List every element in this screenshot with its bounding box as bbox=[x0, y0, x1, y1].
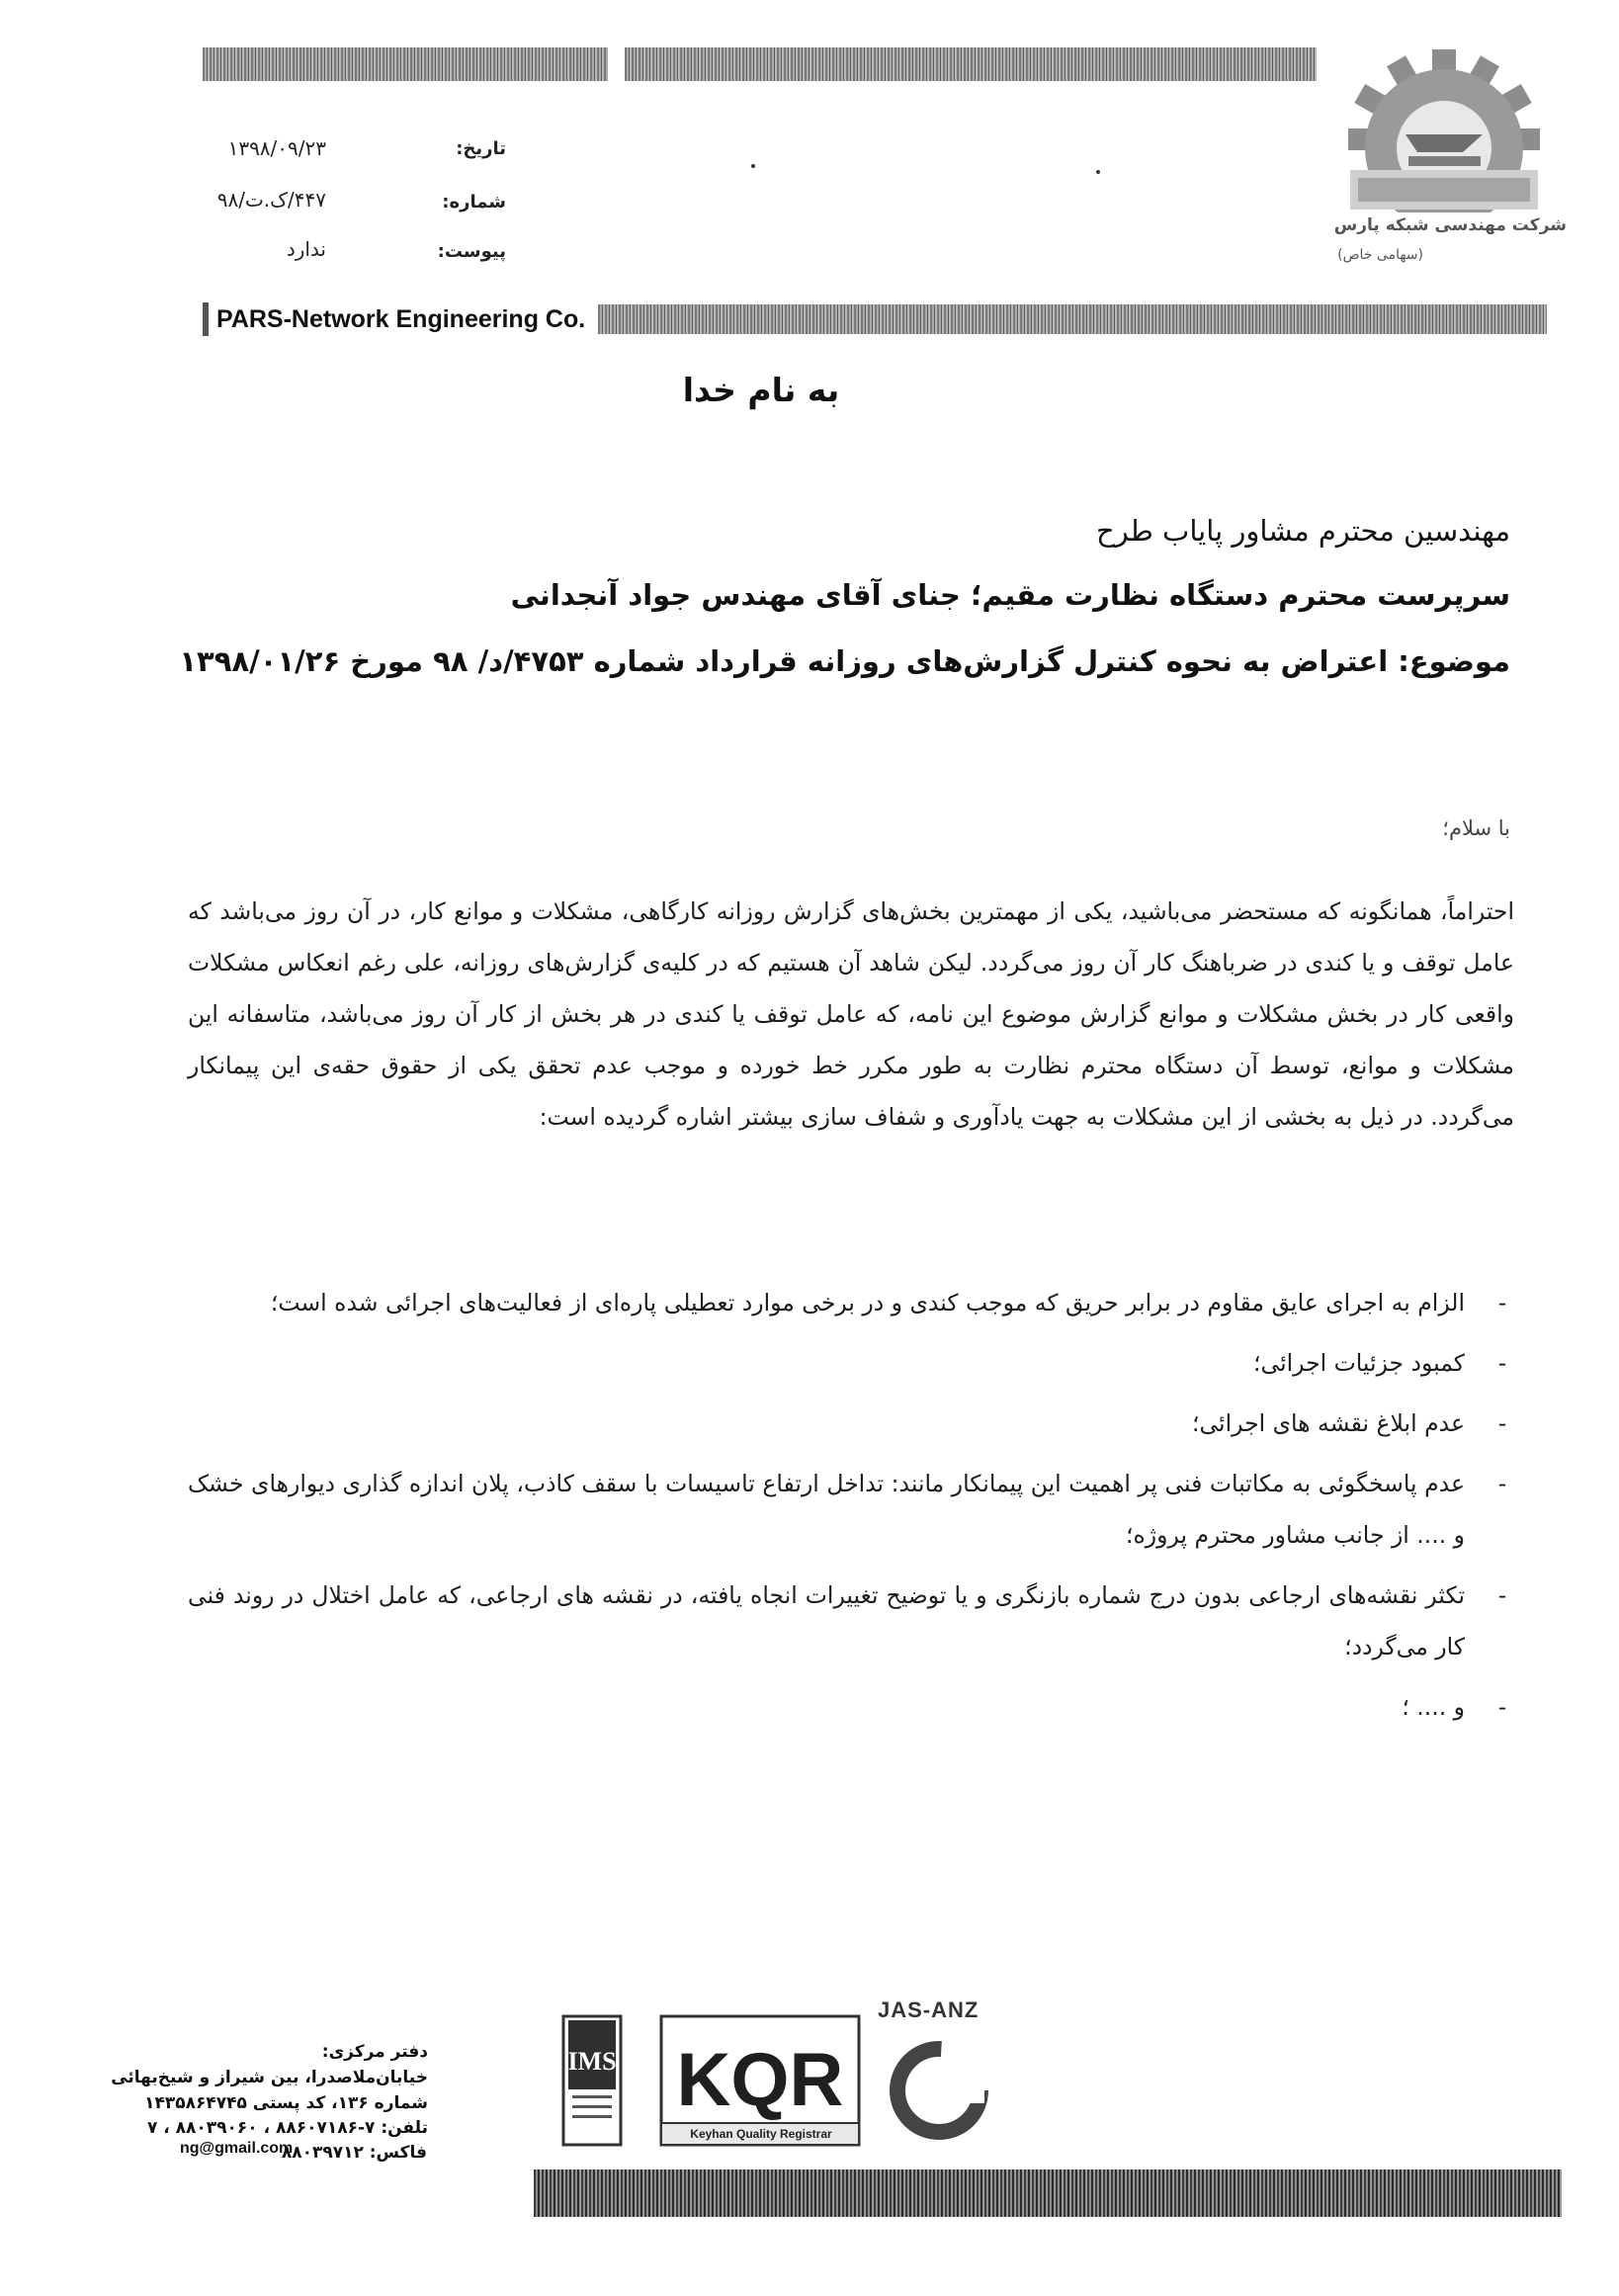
list-marker: - bbox=[1497, 1581, 1507, 1609]
company-logo bbox=[1315, 49, 1572, 277]
greeting: با سلام؛ bbox=[1442, 816, 1510, 840]
list-item bbox=[188, 1277, 1514, 1328]
date-value: ۱۳۹۸/۰۹/۲۳ bbox=[227, 136, 326, 160]
list-item bbox=[188, 1458, 1514, 1561]
list-item-text: عدم ابلاغ نقشه های اجرائی؛ bbox=[1192, 1409, 1465, 1437]
company-name-fa: شرکت مهندسی شبکه پارس bbox=[1333, 215, 1567, 235]
list-item-text: عدم پاسخگوئی به مکاتبات فنی پر اهمیت این پیمانکار مانند: تداخل ارتفاع تاسیسات با سقف کاذب، پلان اندازه گذاری دیوارهای خشک و .... از جانب مشاور محترم پروژه؛ bbox=[188, 1470, 1465, 1549]
addressee-line: سرپرست محترم دستگاه نظارت مقیم؛ جنای آقای مهندس جواد آنجدانی bbox=[510, 578, 1510, 612]
number-label: شماره: bbox=[442, 192, 506, 213]
scan-speck bbox=[1096, 170, 1100, 174]
scan-speck bbox=[751, 164, 755, 168]
list-item-text: کمبود جزئیات اجرائی؛ bbox=[1253, 1349, 1465, 1377]
jas-anz-label: JAS-ANZ bbox=[878, 1998, 980, 2022]
header-bar-mid bbox=[598, 304, 1547, 334]
list-item-text: الزام به اجرای عایق مقاوم در برابر حریق که موجب کندی و در برخی موارد تعطیلی پاره‌ای از فعالیت‌های اجرائی شده است؛ bbox=[270, 1289, 1465, 1317]
list-marker: - bbox=[1497, 1289, 1507, 1317]
number-value: ۴۴۷/ک.ت/۹۸ bbox=[216, 188, 326, 212]
list-item-text: و .... ؛ bbox=[1402, 1693, 1465, 1721]
header-bar-left bbox=[203, 47, 608, 81]
office-building: شماره ۱۳۶، کد پستی ۱۴۳۵۸۶۴۷۴۵ bbox=[144, 2093, 428, 2113]
list-item-text: تکثر نقشه‌های ارجاعی بدون درج شماره بازنگری و یا توضیح تغییرات انجاه یافته، در نقشه های ارجاعی، که عامل اختلال در روند فنی کار می‌گردد؛ bbox=[188, 1581, 1465, 1660]
list-marker: - bbox=[1497, 1409, 1507, 1437]
list-item bbox=[188, 1681, 1514, 1733]
ims-mark: IMS bbox=[567, 2047, 617, 2076]
list-item bbox=[188, 1398, 1514, 1449]
company-type: (سهامی خاص) bbox=[1337, 247, 1423, 263]
kqr-mark: KQR bbox=[676, 2038, 844, 2122]
gear-logo-icon bbox=[1315, 49, 1572, 213]
footer-bar bbox=[534, 2169, 1562, 2217]
kqr-caption: Keyhan Quality Registrar bbox=[690, 2127, 832, 2141]
subject-line: موضوع: اعتراض به نحوه کنترل گزارش‌های روزانه قرارداد شماره ۴۷۵۳/د/ ۹۸ مورخ ۱۳۹۸/۰۱/۲۶ bbox=[179, 644, 1510, 678]
company-name-en: PARS-Network Engineering Co. bbox=[203, 302, 585, 336]
header-bar-right bbox=[625, 47, 1317, 81]
list-marker: - bbox=[1497, 1470, 1507, 1497]
list-marker: - bbox=[1497, 1349, 1507, 1377]
office-fax: فاکس: ۸۸۰۳۹۷۱۲ bbox=[281, 2143, 427, 2163]
list-item bbox=[188, 1337, 1514, 1389]
body-paragraph: احتراماً، همانگونه که مستحضر می‌باشید، یکی از مهمترین بخش‌های گزارش روزانه کارگاهی، مشکلات و موانع کار، در آن روز می‌باشد که عامل توقف و یا کندی در ضرباهنگ کار آن روز می‌گردد. لیکن شاهد آن هستیم که در کلیه‌ی گزارش‌های روزانه، علی رغم انعکاس مشکلات واقعی کار در بخش مشکلات و موانع گزارش موضوع این نامه، که عامل توقف یا کندی در هر بخش از کار آن روز می‌باشد، متاسفانه این مشکلات و موانع، توسط آن دستگاه محترم نظارت به طور مکرر خط خورده و موجب عدم تحقق یکی از حقوق حقه‌ی این پیمانکار می‌گردد. در ذیل به بخشی از این مشکلات به جهت یادآوری و شفاف سازی بیشتر اشاره گردیده است: bbox=[188, 897, 1514, 1131]
office-email: ng@gmail.com bbox=[180, 2140, 294, 2157]
office-address: خیابان‌ملاصدرا، بین شیراز و شیخ‌بهائی bbox=[111, 2068, 428, 2087]
office-phone: تلفن: ۷-۸۸۶۰۷۱۸۶ ، ۸۸۰۳۹۰۶۰ ، ۷ bbox=[146, 2118, 428, 2138]
office-label: دفتر مرکزی: bbox=[321, 2042, 428, 2062]
list-marker: - bbox=[1497, 1693, 1507, 1721]
basmala-heading: به نام خدا bbox=[682, 371, 840, 409]
attachment-label: پیوست: bbox=[437, 241, 506, 262]
issue-list bbox=[188, 1277, 1514, 1742]
date-label: تاریخ: bbox=[456, 138, 506, 159]
addressee-line: مهندسین محترم مشاور پایاب طرح bbox=[1096, 514, 1510, 548]
list-item bbox=[188, 1570, 1514, 1672]
attachment-value: ندارد bbox=[286, 237, 326, 261]
